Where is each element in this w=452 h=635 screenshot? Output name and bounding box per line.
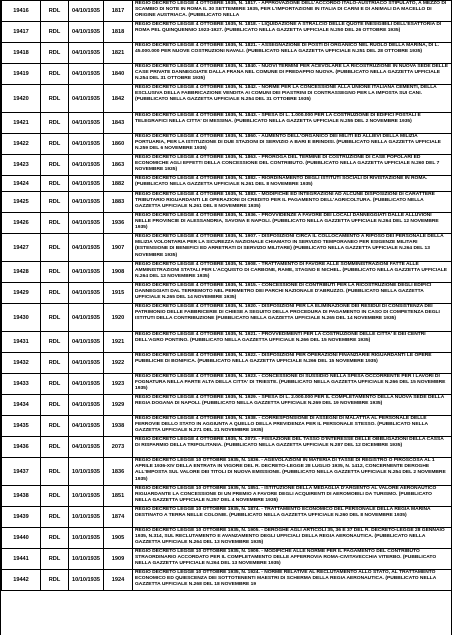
act-date-cell: 04/10/1935	[69, 262, 104, 283]
act-date-cell: 04/10/1935	[69, 234, 104, 262]
act-type-cell: RDL	[41, 176, 69, 192]
act-description-cell	[133, 304, 452, 332]
act-date-cell: 10/10/1935	[69, 486, 104, 507]
act-number-cell: 1908	[104, 262, 133, 283]
record-number-cell: 19435	[2, 416, 41, 437]
act-description-cell	[133, 155, 452, 176]
act-description-cell	[133, 234, 452, 262]
act-type-cell: RDL	[41, 113, 69, 134]
act-date-cell: 04/10/1935	[69, 353, 104, 374]
act-description-cell	[133, 22, 452, 43]
act-date-cell: 04/10/1935	[69, 213, 104, 234]
table-row	[2, 192, 452, 213]
table-row	[2, 113, 452, 134]
act-description-cell	[133, 176, 452, 192]
description-text: REGIO DECRETO LEGGE 4 OTTOBRE 1935, N. 1818. - LIQUIDAZIONE A STRALCIO DELLE QUOTE INESIGIBILI DELL'ESATTORIA DI ROMA PEL QUINQUENNIO 1923-1927. (PUBBLICATO NELLA GAZZETTA UFFICIALE N.250 DEL 26 OTTOBRE 1935)	[135, 22, 442, 34]
record-number-cell: 19418	[2, 43, 41, 64]
act-description-cell	[133, 283, 452, 304]
table-row	[2, 353, 452, 374]
table-row	[2, 22, 452, 43]
act-number-cell: 1915	[104, 283, 133, 304]
act-date-cell: 04/10/1935	[69, 283, 104, 304]
act-description-cell	[133, 192, 452, 213]
table-row	[2, 234, 452, 262]
table-row	[2, 134, 452, 155]
description-text: REGIO DECRETO LEGGE 10 OTTOBRE 1935, N. 1874. - TRATTAMENTO ECONOMICO DEL PERSONALE DELLA REGIA MARINA DESTINATO A TERRA NELLE COLONIE. (PUBBLICATO NELLA GAZZETTA UFFICIALE N.260 DEL 8 NOVEMBRE 1935)	[135, 507, 431, 519]
act-number-cell: 1818	[104, 22, 133, 43]
act-type-cell: RDL	[41, 262, 69, 283]
record-number-cell: 19424	[2, 176, 41, 192]
act-type-cell: RDL	[41, 43, 69, 64]
act-number-cell: 1860	[104, 134, 133, 155]
description-text: REGIO DECRETO LEGGE 4 OTTOBRE 1935, N. 1863. - PROROGA DEL TERMINE DI COSTRUZIONE DI CASE POPOLARI ED ECONOMICHE AGLI EFFETTI DELLA CONCESSIONE DEL CONTRIBUTO. (PUBBLICATO NELLA GAZZETTA UFFICIALE N.260 DEL 7 NOVEMBRE 1935)	[135, 155, 440, 173]
table-row	[2, 1, 452, 22]
act-date-cell: 04/10/1935	[69, 304, 104, 332]
act-description-cell	[133, 437, 452, 458]
table-row	[2, 549, 452, 570]
record-number-cell: 19432	[2, 353, 41, 374]
description-text: REGIO DECRETO LEGGE 10 OTTOBRE 1935, N. 1836. - AGEVOLAZIONI IN MATERIA DI TASSE DI REGISTRO O PIROSCOSA AL 1 APRILE 1936-XIV DELLA ENTRATA IN VIGORE DEL R. DECRETO-LEGGE 28 LUGLIO 1935, N. 1412, CONCERNENTE DEROGHE ALL'IMPOSTA SUL VALORE DEI TITOLI DI NUOVA EMISSIONE. (PUBBLICATO NELLA GAZZETTA UFFICIALE N.254 DEL 2 NOVEMBRE 1935)	[135, 458, 446, 482]
description-text: REGIO DECRETO LEGGE 4 OTTOBRE 1935, N. 1915. - CONCESSIONE DI CONTRIBUTI PER LA RICOSTRUZIONE DEGLI EDIFICI DANNEGGIATI DAL TERREMOTO NEL PERIMETRO DEI PARCHI NAZIONALE D'ABRUZZO. (PUBBLICATO NELLA GAZZETTA UFFICIALE N.265 DEL 14 NOVEMBRE 1935)	[135, 283, 432, 301]
description-text: REGIO DECRETO LEGGE 10 OTTOBRE 1935, N. 1924. - NORME RELATIVE AL RECLUTAMENTO ALLO STATO, AL TRATTAMENTO ECONOMICO ED QUIESCENZA DEI SOTTOTENENTI MAESTRI DI SCHERMA DELLA REGIA AERONAUTICA. (PUBBLICATO NELLA GAZZETTA UFFICIALE N.268 DEL 18 NOVEMBRE 19	[135, 570, 437, 588]
register-body	[2, 1, 452, 591]
act-number-cell: 1938	[104, 416, 133, 437]
act-type-cell: RDL	[41, 507, 69, 528]
table-row	[2, 416, 452, 437]
description-text: REGIO DECRETO LEGGE 4 OTTOBRE 1935, N. 1907. - DISPOSIZIONI CIRCA IL COLLOCAMENTO A RIPOSO DEI PERSONALE DELLA MILIZIA VOLONTARIA PER LA SICUREZZA NAZIONALE CHIAMATO IN SERVIZIO TEMPORANEO PER ESIGENZE MILITARI (ESTENSIONE DI BENEFICI ED ARRETRATI DI SERVIZIO MILITARE) (PUBBLICATO NELLA GAZZETTA UFFICIALE N.264 DEL 13 NOVEMBRE 1935)	[135, 234, 444, 258]
act-description-cell	[133, 549, 452, 570]
table-row	[2, 437, 452, 458]
act-date-cell: 10/10/1935	[69, 570, 104, 591]
act-date-cell: 04/10/1935	[69, 192, 104, 213]
act-number-cell: 1821	[104, 43, 133, 64]
act-number-cell: 1874	[104, 507, 133, 528]
act-number-cell: 1923	[104, 374, 133, 395]
act-date-cell: 04/10/1935	[69, 43, 104, 64]
record-number-cell: 19416	[2, 1, 41, 22]
act-description-cell	[133, 374, 452, 395]
record-number-cell: 19440	[2, 528, 41, 549]
act-type-cell: RDL	[41, 213, 69, 234]
act-number-cell: 1882	[104, 176, 133, 192]
record-number-cell: 19420	[2, 85, 41, 113]
act-date-cell: 04/10/1935	[69, 22, 104, 43]
act-description-cell	[133, 213, 452, 234]
act-number-cell: 1936	[104, 213, 133, 234]
record-number-cell: 19436	[2, 437, 41, 458]
act-date-cell: 04/10/1935	[69, 113, 104, 134]
act-type-cell: RDL	[41, 332, 69, 353]
act-type-cell: RDL	[41, 304, 69, 332]
act-type-cell: RDL	[41, 22, 69, 43]
act-type-cell: RDL	[41, 528, 69, 549]
decree-register-table	[1, 0, 452, 591]
act-date-cell: 04/10/1935	[69, 395, 104, 416]
description-text: REGIO DECRETO LEGGE 4 OTTOBRE 1935, N. 1821. - ASSEGNAZIONE DI POSTI DI ORGANICO NEL RUOLO DELLA MARINA, DI L. 45.000.000 PER NUOVE COSTRUZIONI NAVALI. (PUBBLICATO NELLA GAZZETTA UFFICIALE N.251 DEL 28 OTTOBRE 1935)	[135, 43, 439, 55]
act-number-cell: 1907	[104, 234, 133, 262]
act-date-cell: 04/10/1935	[69, 416, 104, 437]
table-row	[2, 332, 452, 353]
record-number-cell: 19441	[2, 549, 41, 570]
description-text: REGIO DECRETO LEGGE 10 OTTOBRE 1935, N. 1851. - ISTITUZIONE DELLA MEDAGLIA D'ARGENTO AL VALORE AERONAUTICO RIGUARDANTE LA CONCESSIONE DI UN PREMIO A FAVORE DEGLI ACQUIRENTI DI AEROMOBILI DA TURISMO. (PUBBLICATO NELLA GAZZETTA UFFICIALE N.257 DEL 4 NOVEMBRE 1935)	[135, 486, 437, 504]
table-row	[2, 85, 452, 113]
act-type-cell: RDL	[41, 283, 69, 304]
description-text: REGIO DECRETO LEGGE 4 OTTOBRE 1935, N. 1921. - PROVVEDIMENTI PER LA COSTRUZIONE DELLE CITTA' E DEI CENTRI DELL'AGRO PONTINO. (PUBBLICATO NELLA GAZZETTA UFFICIALE N.266 DEL 15 NOVEMBRE 1935)	[135, 332, 426, 344]
table-row	[2, 374, 452, 395]
act-date-cell: 10/10/1935	[69, 507, 104, 528]
table-row	[2, 528, 452, 549]
act-number-cell: 1922	[104, 353, 133, 374]
act-number-cell: 1921	[104, 332, 133, 353]
description-text: REGIO DECRETO LEGGE 4 OTTOBRE 1935, N. 1860. - AUMENTO DELL'ORGANICO DEI MILITI ED ALLIEVI DELLA MILIZIA PORTUARIA, PER LA ISTITUZIONE DI DUE STAZIONI DI SERVIZIO A BARI E BRINDISI. (PUBBLICATO NELLA GAZZETTA UFFICIALE N.259 DEL 6 NOVEMBRE 1935)	[135, 134, 441, 152]
act-description-cell	[133, 570, 452, 591]
act-number-cell: 1905	[104, 528, 133, 549]
act-description-cell	[133, 416, 452, 437]
description-text: REGIO DECRETO LEGGE 4 OTTOBRE 1935, N. 1923. - CONCESSIONE DI SUSSIDIO NELLA SPESA OCCORRENTE PER I LAVORI DI FOGNATURA NELLA PARTE ALTA DELLA CITTA' DI TRIESTE. (PUBBLICATO NELLA GAZZETTA UFFICIALE N.266 DEL 15 NOVEMBRE 1935)	[135, 374, 446, 392]
act-number-cell: 1909	[104, 549, 133, 570]
act-description-cell	[133, 332, 452, 353]
act-type-cell: RDL	[41, 85, 69, 113]
act-description-cell	[133, 262, 452, 283]
description-text: REGIO DECRETO LEGGE 4 OTTOBRE 1935, N. 1908. - TRATTAMENTO DI FAVORE ALLE SOMMINISTRAZIONI FATTE ALLE AMMINISTRAZIONI STATALI PER L'ACQUISTO DI CARBONE, RAME, STAGNO E NICHEL. (PUBBLICATO NELLA GAZZETTA UFFICIALE N.264 DEL 13 NOVEMBRE 1935)	[135, 262, 447, 280]
description-text: REGIO DECRETO LEGGE 4 OTTOBRE 1935, N. 1922. - DISPOSIZIONI PER OPERAZIONI FINANZIARIE RIGUARDANTI LE OPERE PUBBLICHE DI BONIFICA. (PUBBLICATO NELLA GAZZETTA UFFICIALE N.266 DEL 15 NOVEMBRE 1935)	[135, 353, 432, 365]
table-row	[2, 304, 452, 332]
act-number-cell: 1842	[104, 85, 133, 113]
description-text: REGIO DECRETO LEGGE 4 OTTOBRE 1935, N. 1840. - NUOVI TERMINI PER ACEVOLARE LA RICOSTRUZIONE IN NUOVA SEDE DELLE CASE PRIVATE DANNEGGIATE DALLA FRANA NEL COMUNE DI PREDAPPIO NUOVA. (PUBBLICATO NELLA GAZZETTA UFFICIALE N.254 DEL 31 OTTOBRE 1935)	[135, 64, 449, 82]
act-number-cell: 1851	[104, 486, 133, 507]
act-date-cell: 04/10/1935	[69, 332, 104, 353]
act-date-cell: 04/10/1935	[69, 85, 104, 113]
act-date-cell: 04/10/1935	[69, 155, 104, 176]
description-text: REGIO DECRETO LEGGE 4 OTTOBRE 1935, N. 1938. - CORRESPONSIONE DI ASSEGNI DI MALATTIA AL PERSONALE DELLE FERROVIE DELLO STATO IN AGGIUNTA A QUELLO DELLA PREVIDENZA PER IL PERSONALE STESSO. (PUBBLICATO NELLA GAZZETTA UFFICIALE N.271 DEL 21 NOVEMBRE 1935)	[135, 416, 428, 434]
act-date-cell: 04/10/1935	[69, 374, 104, 395]
description-text: REGIO DECRETO LEGGE 4 OTTOBRE 1935, N. 1817. - APPROVAZIONE DELL'ACCORDO ITALO-AUSTRIACO STIPULATO, A MEZZO DI SCAMBIO DI NOTE IN ROMA IL 30 SETTEMBRE 1935, PER L'IMPORTAZIONE IN ITALIA DI CARNI E DI ANIMALI DA MACELLO DI ORIGINE AUSTRIACA. (PUBBLICATO NELLA	[135, 1, 447, 19]
record-number-cell: 19429	[2, 283, 41, 304]
table-row	[2, 43, 452, 64]
act-date-cell: 10/10/1935	[69, 549, 104, 570]
description-text: REGIO DECRETO LEGGE 4 OTTOBRE 1935, N. 1882. - RIORDINAMENTO DEGLI ISTITUTI SOCIALI DI RIVISTAZIONE IN ROMA. (PUBBLICATO NELLA GAZZETTA UFFICIALE N.261 DEL 8 NOVEMBRE 1935)	[135, 176, 428, 188]
act-description-cell	[133, 458, 452, 486]
record-number-cell: 19439	[2, 507, 41, 528]
act-description-cell	[133, 507, 452, 528]
act-number-cell: 2073	[104, 437, 133, 458]
act-description-cell	[133, 64, 452, 85]
record-number-cell: 19430	[2, 304, 41, 332]
description-text: REGIO DECRETO LEGGE 4 OTTOBRE 1935, N. 1929. - SPESA DI L. 2.000.000 PER IL COMPLETAMENTO DELLA NUOVA SEDE DELLA REGIA DOGANA DI NAPOLI. (PUBBLICATO NELLA GAZZETTA UFFICIALE N.269 DEL 19 NOVEMBRE 1935)	[135, 395, 445, 407]
act-number-cell: 1883	[104, 192, 133, 213]
act-number-cell: 1920	[104, 304, 133, 332]
act-type-cell: RDL	[41, 416, 69, 437]
table-row	[2, 283, 452, 304]
act-type-cell: RDL	[41, 549, 69, 570]
act-date-cell: 04/10/1935	[69, 176, 104, 192]
record-number-cell: 19421	[2, 113, 41, 134]
table-row	[2, 570, 452, 591]
record-number-cell: 19427	[2, 234, 41, 262]
record-number-cell: 19438	[2, 486, 41, 507]
act-date-cell: 04/10/1935	[69, 1, 104, 22]
act-date-cell: 04/10/1935	[69, 437, 104, 458]
table-row	[2, 64, 452, 85]
act-number-cell: 1929	[104, 395, 133, 416]
description-text: REGIO DECRETO LEGGE 4 OTTOBRE 1935, N. 1883. - MODIFICHE ED INTEGRAZIONI AD ALCUNE DISPOSIZIONI DI CARATTERE TRIBUTARIO RIGUARDANTI LE OPERAZIONI DI CREDITO PER IL PAGAMENTO DELL'AGRICOLTURA. (PUBBLICATO NELLA GAZZETTA UFFICIALE N.261 DEL 8 NOVEMBRE 1935)	[135, 192, 435, 210]
description-text: REGIO DECRETO LEGGE 4 OTTOBRE 1935, N. 1920. - DISPOSIZIONI PER LA ELIMINAZIONE DEI RESIDUI DI CONSISTENZA DEI PATRIMONIO DELLE FABBRICERIE DI CHIESE A SEGUITO DELLA PROCEDURA DI PAGAMENTO IN CASO DI COMPETENZA DEGLI ISTITUTI DELLA CONTRIBUZIONE (PUBBLICATO NELLA GAZZETTA UFFICIALE N.265 DEL 14 NOVEMBRE 1935)	[135, 304, 440, 322]
record-number-cell: 19417	[2, 22, 41, 43]
table-row	[2, 507, 452, 528]
act-date-cell: 10/10/1935	[69, 528, 104, 549]
record-number-cell: 19425	[2, 192, 41, 213]
act-type-cell: RDL	[41, 1, 69, 22]
act-description-cell	[133, 1, 452, 22]
record-number-cell: 19431	[2, 332, 41, 353]
act-type-cell: RDL	[41, 234, 69, 262]
act-type-cell: RDL	[41, 134, 69, 155]
table-row	[2, 155, 452, 176]
description-text: REGIO DECRETO LEGGE 4 OTTOBRE 1935, N. 1936. - PROVVIDENZE A FAVORE DEI LOCALI DANNEGGIATI DALLE ALLUVIONI NELLE PROVINCIE DI ALESSANDRIA, SAVONA E NAPOLI. (PUBBLICATO NELLA GAZZETTA UFFICIALE N.264 DEL 12 NOVEMBRE 1935)	[135, 213, 439, 231]
record-number-cell: 19422	[2, 134, 41, 155]
act-description-cell	[133, 43, 452, 64]
act-type-cell: RDL	[41, 395, 69, 416]
act-type-cell: RDL	[41, 353, 69, 374]
record-number-cell: 19437	[2, 458, 41, 486]
table-row	[2, 458, 452, 486]
record-number-cell: 19419	[2, 64, 41, 85]
description-text: REGIO DECRETO LEGGE 10 OTTOBRE 1935, N. 1905. - DEROGHE AGLI ARTICOLI 35, 36 E 37 DEL R. DECRETO-LEGGE 28 GENNAIO 1935, N.314, SUL RECLUTAMENTO E AVANZAMENTO DEGLI UFFICIALI DELLA REGIA AERONAUTICA. (PUBBLICATO NELLA GAZZETTA UFFICIALE N.264 DEL 13 NOVEMBRE 1935)	[135, 528, 445, 546]
act-type-cell: RDL	[41, 437, 69, 458]
act-number-cell: 1836	[104, 458, 133, 486]
record-number-cell: 19442	[2, 570, 41, 591]
act-description-cell	[133, 113, 452, 134]
act-description-cell	[133, 395, 452, 416]
act-number-cell: 1843	[104, 113, 133, 134]
description-text: REGIO DECRETO LEGGE 4 OTTOBRE 1935, N. 1843. - SPESA DI L. 1.000.000 PER LA COSTRUZIONE DI EDIFICI POSTALI E TELEGRAFICI NELLA CITTA' DI MESSINA. (PUBBLICATO NELLA GAZZETTA UFFICIALE N.255 DEL 2 NOVEMBRE 1935)	[135, 113, 421, 125]
act-description-cell	[133, 486, 452, 507]
act-number-cell: 1924	[104, 570, 133, 591]
act-description-cell	[133, 353, 452, 374]
record-number-cell: 19423	[2, 155, 41, 176]
description-text: REGIO DECRETO LEGGE 10 OTTOBRE 1935, N. 1909. - MODIFICHE ALLE NORME PER IL PAGAMENTO DEL CONTRIBUTO STRAORDINARIO ACCORDATO PER IL COMPLETAMENTO DELLE AFFERROVIA ROMA-CIVITAVECCHIA VITERBO. (PUBBLICATO NELLA GAZZETTA UFFICIALE N.264 DEL 13 NOVEMBRE 1935)	[135, 549, 437, 567]
table-row	[2, 176, 452, 192]
table-row	[2, 486, 452, 507]
act-type-cell: RDL	[41, 192, 69, 213]
act-date-cell: 04/10/1935	[69, 134, 104, 155]
act-number-cell: 1817	[104, 1, 133, 22]
record-number-cell: 19433	[2, 374, 41, 395]
record-number-cell: 19426	[2, 213, 41, 234]
table-row	[2, 213, 452, 234]
act-number-cell: 1840	[104, 64, 133, 85]
act-type-cell: RDL	[41, 458, 69, 486]
table-row	[2, 262, 452, 283]
act-type-cell: RDL	[41, 374, 69, 395]
act-description-cell	[133, 528, 452, 549]
act-type-cell: RDL	[41, 486, 69, 507]
act-number-cell: 1863	[104, 155, 133, 176]
act-type-cell: RDL	[41, 155, 69, 176]
record-number-cell: 19428	[2, 262, 41, 283]
table-row	[2, 395, 452, 416]
act-description-cell	[133, 134, 452, 155]
act-date-cell: 04/10/1935	[69, 64, 104, 85]
act-description-cell	[133, 85, 452, 113]
act-type-cell: RDL	[41, 570, 69, 591]
description-text: REGIO DECRETO LEGGE 4 OTTOBRE 1935, N. 1842. - NORME PER LA CONCESSIONE ALLA UNIONE ITALIANA CEMENTI, DELLA ESCLUSIVA DELLA FABBRICAZIONE VENDITA AI COMUNI DEI PIASTRINI DI CONTRASSEGNO PER LA IMPOSTA SUI CANI. (PUBBLICATO NELLA GAZZETTA UFFICIALE N.254 DEL 31 OTTOBRE 1935)	[135, 85, 437, 103]
record-number-cell: 19434	[2, 395, 41, 416]
description-text: REGIO DECRETO LEGGE 4 OTTOBRE 1935, N. 2073. - FISSAZIONE DEL TASSO D'INTERESSE DELLE OBBLIGAZIONI DELLA CASSA DI RISPARMIO DELLA TRIPOLITANIA. (PUBBLICATO NELLA GAZZETTA UFFICIALE N.287 DEL 12 DICEMBRE 1935)	[135, 437, 444, 449]
act-type-cell: RDL	[41, 64, 69, 85]
act-date-cell: 10/10/1935	[69, 458, 104, 486]
